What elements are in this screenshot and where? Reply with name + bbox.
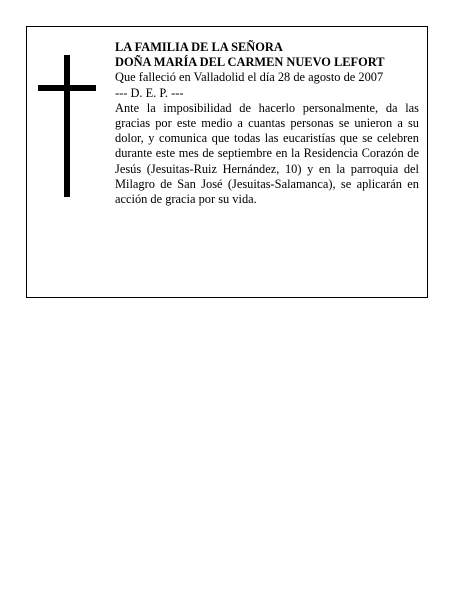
- cross-vertical-bar: [64, 55, 70, 197]
- deceased-name: DOÑA MARÍA DEL CARMEN NUEVO LEFORT: [115, 55, 385, 70]
- obituary-notice: [26, 26, 428, 298]
- death-date-line: Que falleció en Valladolid el día 28 de agosto de 2007: [115, 70, 384, 85]
- family-heading: LA FAMILIA DE LA SEÑORA: [115, 40, 283, 54]
- cross-horizontal-bar: [38, 85, 96, 91]
- gratitude-paragraph: Ante la imposibilidad de hacerlo personalmente, da las gracias por este medio a cuantas personas se unieron a su dolor, y comunica que todas las eucaristías que se celebren durante este mes de septiembre en la Residencia Corazón de Jesús (Jesuitas-Ruiz Hernández, 10) y en la parroquia del Milagro de San José (Jesuitas-Salamanca), se aplicarán en acción de gracia por su vida.: [115, 100, 419, 207]
- rip-line: --- D. E. P. ---: [115, 85, 184, 100]
- notice-text: [115, 40, 419, 207]
- cross-icon: [38, 55, 96, 197]
